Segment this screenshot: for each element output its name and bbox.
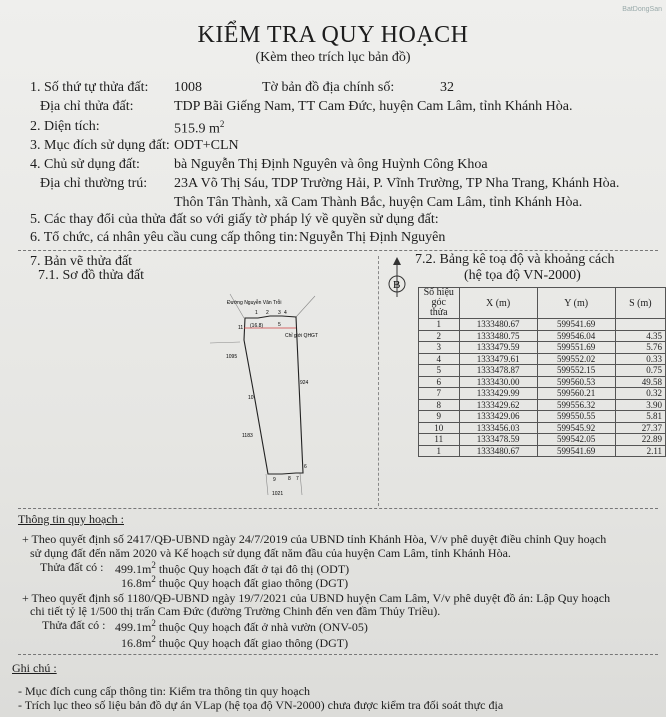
- parcel-number-value: 1008: [174, 80, 202, 95]
- planning-decision-1-line-2: sử dụng đất đến năm 2020 và Kế hoạch sử dụng đất năm đầu của huyện Cam Lâm, tỉnh Khánh Hòa.: [30, 546, 511, 560]
- table-row: [419, 445, 666, 457]
- col-header-y: Y (m): [537, 288, 615, 319]
- changes-label: 5. Các thay đổi của thửa đất so với giấy tờ pháp lý về quyền sử dụng đất:: [30, 212, 439, 227]
- corner-6: 6: [304, 464, 307, 470]
- planning-1-parcel-label: Thửa đất có :: [40, 560, 104, 574]
- land-use-value: ODT+CLN: [174, 138, 239, 153]
- distance-cell: 5.76: [615, 342, 665, 354]
- note-2: - Trích lục theo số liệu bản đồ dự án VLap (hệ tọa độ VN-2000) chưa được kiểm tra đối soát thực địa: [18, 698, 504, 712]
- x-cell: 1333480.75: [459, 330, 537, 342]
- y-cell: 599556.32: [537, 399, 615, 411]
- planning-decision-2-line-1: + Theo quyết định số 1180/QĐ-UBND ngày 19/7/2021 của UBND huyện Cam Lâm, V/v phê duyệt đồ án: Lập Quy hoạch: [22, 591, 611, 605]
- corner-cell: 1: [419, 319, 460, 331]
- distance-cell: 22.89: [615, 434, 665, 446]
- coord-table-title: 7.2. Bảng kê toạ độ và khoảng cách: [415, 252, 615, 267]
- corner-cell: 3: [419, 342, 460, 354]
- corner-9: 9: [273, 477, 276, 483]
- north-label: B: [393, 279, 401, 291]
- neighbor-line: [230, 294, 244, 318]
- corner-5: 5: [278, 322, 281, 328]
- neighbor-line: [210, 342, 240, 343]
- table-header-row: [419, 288, 666, 319]
- distance-cell: 2.11: [615, 445, 665, 457]
- y-cell: 599560.53: [537, 376, 615, 388]
- parcel-sketch: [200, 290, 370, 510]
- table-row: [419, 422, 666, 434]
- x-cell: 1333479.61: [459, 353, 537, 365]
- width-dimension: (16.8): [250, 323, 264, 329]
- corner-10: 10: [248, 395, 254, 401]
- planning-2-onv-area: $499.1m^2$ thuộc Quy hoạch đất ở nhà vườn (ONV-05): [115, 618, 368, 634]
- area-label: 2. Diện tích:: [30, 119, 100, 134]
- neighbor-line: [266, 474, 268, 495]
- parcel-number-label: 1. Số thứ tự thửa đất:: [30, 80, 149, 95]
- residence-value-1: 23A Võ Thị Sáu, TDP Trường Hải, P. Vĩnh Trường, TP Nha Trang, Khánh Hòa.: [174, 176, 620, 191]
- document-title: KIỂM TRA QUY HOẠCH: [197, 22, 469, 48]
- note-1: - Mục đích cung cấp thông tin: Kiểm tra thông tin quy hoạch: [18, 684, 310, 698]
- y-cell: 599542.05: [537, 434, 615, 446]
- corner-cell: 9: [419, 411, 460, 423]
- x-cell: 1333430.00: [459, 376, 537, 388]
- corner-2: 2: [266, 310, 269, 316]
- separator-bottom: [18, 654, 658, 655]
- neighbor-parcel-1021: 1021: [272, 491, 284, 497]
- corner-7: 7: [296, 476, 299, 482]
- corner-cell: 11: [419, 434, 460, 446]
- x-cell: 1333429.06: [459, 411, 537, 423]
- neighbor-line: [296, 296, 315, 317]
- distance-cell: 0.75: [615, 365, 665, 377]
- corner-cell: 10: [419, 422, 460, 434]
- planning-decision-2-line-2: chi tiết tỷ lệ 1/500 thị trấn Cam Đức (đường Trường Chinh đến ven đầm Thủy Triều).: [30, 604, 441, 618]
- residence-label: Địa chỉ thường trú:: [40, 176, 148, 191]
- distance-cell: [615, 319, 665, 331]
- table-row: [419, 342, 666, 354]
- requester-value: Nguyễn Thị Định Nguyên: [299, 230, 446, 245]
- area-value: 515.9 $m^2$: [174, 119, 225, 137]
- y-cell: 599541.69: [537, 319, 615, 331]
- y-cell: 599560.21: [537, 388, 615, 400]
- residence-value-2: Thôn Tân Thành, xã Cam Thành Bắc, huyện Cam Lâm, tỉnh Khánh Hòa.: [174, 195, 583, 210]
- document-subtitle: (Kèm theo trích lục bản đồ): [255, 50, 411, 65]
- corner-cell: 5: [419, 365, 460, 377]
- north-arrow-icon: [384, 257, 414, 299]
- separator-top: [18, 250, 658, 251]
- distance-cell: 0.32: [615, 388, 665, 400]
- coordinate-table-body: [419, 319, 666, 457]
- drawing-section-title: 7. Bản vẽ thửa đất: [30, 254, 133, 269]
- distance-cell: 0.33: [615, 353, 665, 365]
- x-cell: 1333456.03: [459, 422, 537, 434]
- table-row: [419, 319, 666, 331]
- planning-1-dgt-area: $16.8m^2$ thuộc Quy hoạch đất giao thông (DGT): [121, 574, 349, 590]
- corner-cell: 2: [419, 330, 460, 342]
- map-sheet-value: 32: [440, 80, 454, 95]
- planning-2-parcel-label: Thửa đất có :: [42, 618, 106, 632]
- neighbor-parcel-1183: 1183: [242, 433, 253, 439]
- planning-decision-1-line-1: + Theo quyết định số 2417/QĐ-UBND ngày 24/7/2019 của UBND tỉnh Khánh Hòa, V/v phê duyệt điều chỉnh Quy hoạch: [22, 532, 607, 546]
- y-cell: 599541.69: [537, 445, 615, 457]
- table-row: [419, 365, 666, 377]
- x-cell: 1333480.67: [459, 319, 537, 331]
- corner-cell: 6: [419, 376, 460, 388]
- distance-cell: 4.35: [615, 330, 665, 342]
- parcel-address-value: TDP Bãi Giếng Nam, TT Cam Đức, huyện Cam Lâm, tỉnh Khánh Hòa.: [174, 99, 573, 114]
- y-cell: 599550.55: [537, 411, 615, 423]
- neighbor-parcel-924: 924: [300, 380, 309, 386]
- x-cell: 1333478.59: [459, 434, 537, 446]
- planning-heading: Thông tin quy hoạch :: [18, 512, 124, 526]
- neighbor-line: [300, 473, 302, 495]
- corner-3: 3: [278, 310, 281, 316]
- section-divider: [378, 256, 379, 506]
- corner-cell: 1: [419, 445, 460, 457]
- x-cell: 1333478.87: [459, 365, 537, 377]
- neighbor-parcel-1095: 1095: [226, 354, 238, 360]
- table-row: [419, 434, 666, 446]
- distance-cell: 49.58: [615, 376, 665, 388]
- table-row: [419, 353, 666, 365]
- sketch-section-title: 7.1. Sơ đồ thửa đất: [38, 268, 144, 283]
- table-row: [419, 330, 666, 342]
- separator-middle: [18, 508, 658, 509]
- corner-cell: 4: [419, 353, 460, 365]
- owner-label: 4. Chủ sử dụng đất:: [30, 157, 140, 172]
- table-row: [419, 411, 666, 423]
- y-cell: 599546.04: [537, 330, 615, 342]
- col-header-x: X (m): [459, 288, 537, 319]
- parcel-address-label: Địa chỉ thửa đất:: [40, 99, 134, 114]
- distance-cell: 3.90: [615, 399, 665, 411]
- corner-11: 11: [238, 325, 244, 331]
- corner-8: 8: [288, 476, 291, 482]
- corner-cell: 7: [419, 388, 460, 400]
- col-header-corner: Số hiệu góc thửa: [419, 288, 460, 319]
- owner-value: bà Nguyễn Thị Định Nguyên và ông Huỳnh Công Khoa: [174, 157, 488, 172]
- notes-heading: Ghi chú :: [12, 661, 57, 675]
- distance-cell: 27.37: [615, 422, 665, 434]
- table-row: [419, 388, 666, 400]
- map-sheet-label: Tờ bản đồ địa chính số:: [262, 80, 395, 95]
- table-row: [419, 376, 666, 388]
- planning-1-odt-area: $499.1m^2$ thuộc Quy hoạch đất ở tại đô thị (ODT): [115, 560, 350, 576]
- y-cell: 599545.92: [537, 422, 615, 434]
- col-header-s: S (m): [615, 288, 665, 319]
- table-row: [419, 399, 666, 411]
- y-cell: 599552.15: [537, 365, 615, 377]
- x-cell: 1333480.67: [459, 445, 537, 457]
- coordinate-table: [418, 287, 666, 457]
- distance-cell: 5.81: [615, 411, 665, 423]
- coord-table-subtitle: (hệ tọa độ VN-2000): [464, 268, 581, 283]
- road-name-label: Đường Nguyễn Văn Trỗi: [227, 300, 282, 306]
- x-cell: 1333479.59: [459, 342, 537, 354]
- x-cell: 1333429.99: [459, 388, 537, 400]
- watermark-logo: BatDongSan: [622, 6, 662, 13]
- y-cell: 599551.69: [537, 342, 615, 354]
- land-use-label: 3. Mục đích sử dụng đất:: [30, 138, 170, 153]
- corner-cell: 8: [419, 399, 460, 411]
- corner-4: 4: [284, 310, 287, 316]
- requester-label: 6. Tổ chức, cá nhân yêu cầu cung cấp thông tin:: [30, 230, 298, 245]
- planning-2-dgt-area: $16.8m^2$ thuộc Quy hoạch đất giao thông (DGT): [121, 634, 349, 650]
- corner-1: 1: [255, 310, 258, 316]
- qhgt-label: Chỉ giới QHGT: [285, 333, 319, 339]
- y-cell: 599552.02: [537, 353, 615, 365]
- x-cell: 1333429.62: [459, 399, 537, 411]
